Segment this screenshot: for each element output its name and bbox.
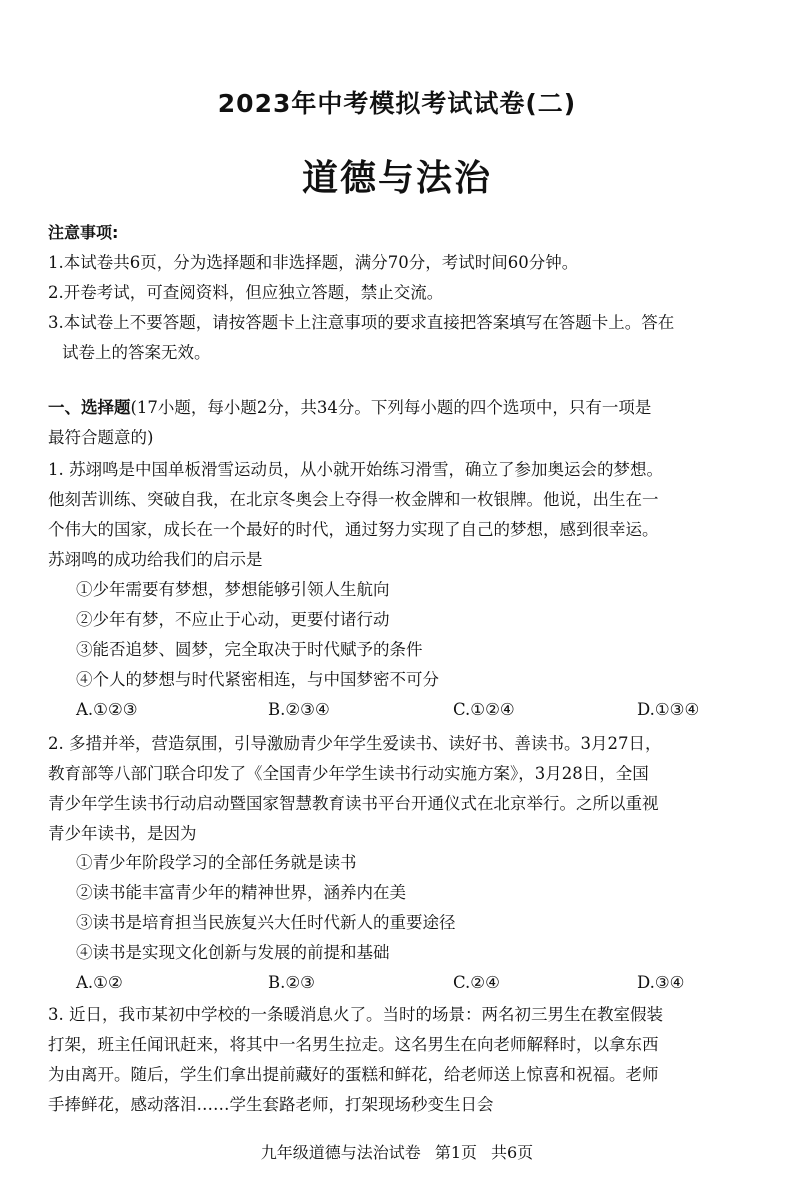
footer-page-number: 第1页 [434,1143,477,1162]
question-text-line: 1. 苏翊鸣是中国单板滑雪运动员，从小就开始练习滑雪，确立了参加奥运会的梦想。 [48,460,663,479]
section-description-continued: 最符合题意的) [48,428,154,447]
choice-c: C.②④ [453,973,500,992]
page-footer [0,1140,794,1163]
choice-c: C.①②④ [453,700,515,719]
question-text-line: 打架，班主任闻讯赶来，将其中一名男生拉走。这名男生在向老师解释时，以拿东西 [48,1035,659,1054]
section-heading [48,393,748,453]
question-text-line: 个伟大的国家，成长在一个最好的时代，通过努力实现了自己的梦想，感到很幸运。 [48,520,659,539]
question-text-line: 3. 近日，我市某初中学校的一条暖消息火了。当时的场景：两名初三男生在教室假装 [48,1005,663,1024]
exam-title: 2023年中考模拟考试试卷(二) [217,89,577,118]
question-text-line: 2. 多措并举，营造氛围，引导激励青少年学生爱读书、读好书、善读书。3月27日， [48,734,662,753]
answer-choices [48,695,748,725]
statement-option: ③能否追梦、圆梦，完全取决于时代赋予的条件 [76,640,423,659]
question-text-line: 为由离开。随后，学生们拿出提前藏好的蛋糕和鲜花，给老师送上惊喜和祝福。老师 [48,1065,659,1084]
choice-d: D.①③④ [637,700,700,719]
statement-option: ①青少年阶段学习的全部任务就是读书 [76,853,357,872]
section-description: (17小题，每小题2分，共34分。下列每小题的四个选项中，只有一项是 [130,398,652,417]
notes-section [48,218,748,368]
question-text-line: 手捧鲜花，感动落泪……学生套路老师，打架现场秒变生日会 [48,1095,494,1114]
statement-option: ②读书能丰富青少年的精神世界，涵养内在美 [76,883,406,902]
statement-option: ③读书是培育担当民族复兴大任时代新人的重要途径 [76,913,456,932]
question-text-line: 青少年读书，是因为 [48,824,197,843]
choice-b: B.②③ [268,973,315,992]
note-item: 3.本试卷上不要答题，请按答题卡上注意事项的要求直接把答案填写在答题卡上。答在 [48,313,675,332]
question-1 [48,455,748,575]
question-2-options [48,848,748,998]
question-text-line: 苏翊鸣的成功给我们的启示是 [48,550,263,569]
note-item: 1.本试卷共6页，分为选择题和非选择题，满分70分，考试时间60分钟。 [48,253,579,272]
question-text-line: 教育部等八部门联合印发了《全国青少年学生读书行动实施方案》，3月28日，全国 [48,764,649,783]
choice-d: D.③④ [637,973,685,992]
question-text-line: 青少年学生读书行动启动暨国家智慧教育读书平台开通仪式在北京举行。之所以重视 [48,794,659,813]
statement-option: ④读书是实现文化创新与发展的前提和基础 [76,943,390,962]
statement-option: ②少年有梦，不应止于心动，更要付诸行动 [76,610,390,629]
question-3 [48,1000,748,1120]
footer-paper-name: 九年级道德与法治试卷 [260,1143,421,1162]
choice-a: A.①② [76,973,123,992]
section-title: 一、选择题 [48,398,131,417]
note-item-continued: 试卷上的答案无效。 [62,343,211,362]
choice-b: B.②③④ [268,700,330,719]
subject-title: 道德与法治 [301,158,492,199]
question-1-options [48,575,748,725]
footer-total-pages: 共6页 [491,1143,534,1162]
choice-a: A.①②③ [76,700,138,719]
answer-choices [48,968,748,998]
notes-title: 注意事项: [48,223,119,242]
question-2 [48,729,748,849]
statement-option: ①少年需要有梦想，梦想能够引领人生航向 [76,580,390,599]
statement-option: ④个人的梦想与时代紧密相连，与中国梦密不可分 [76,670,439,689]
note-item: 2.开卷考试，可查阅资料，但应独立答题，禁止交流。 [48,283,444,302]
question-text-line: 他刻苦训练、突破自我，在北京冬奥会上夺得一枚金牌和一枚银牌。他说，出生在一 [48,490,659,509]
